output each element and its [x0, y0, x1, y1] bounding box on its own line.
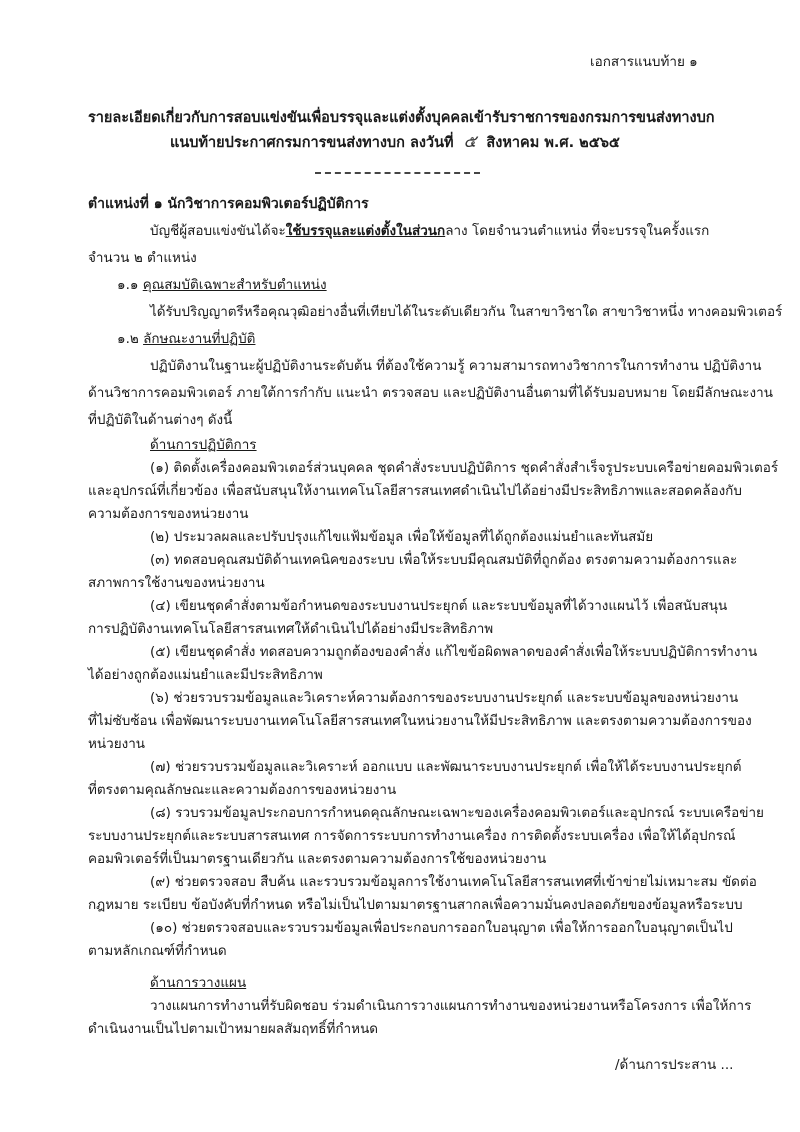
duty-line: ด้านวิชาการคอมพิวเตอร์ ภายใต้การกำกับ แนะนำ ตรวจสอบ และปฏิบัติงานอื่นตามที่ได้รับมอบหมาย โดยมีลักษณะงาน — [88, 385, 773, 401]
intro-emphasis: ใช้บรรจุและแต่งตั้งในส่วนก — [285, 223, 446, 239]
title-prefix: แนบท้ายประกาศกรมการขนส่งทางบก ลงวันที่ — [170, 135, 454, 151]
ops-line: (๒) ประมวลผลและปรับปรุงแก้ไขแฟ้มข้อมูล เพื่อให้ข้อมูลที่ได้ถูกต้องแม่นยำและทันสมัย — [150, 529, 654, 545]
ops-line: ความต้องการของหน่วยงาน — [88, 506, 249, 522]
ops-line: หน่วยงาน — [88, 736, 146, 752]
ops-line: (๑) ติดตั้งเครื่องคอมพิวเตอร์ส่วนบุคคล ชุดคำสั่งระบบปฏิบัติการ ชุดคำสั่งสำเร็จรูประบบเครือข่ายคอมพิวเตอร์ — [150, 460, 779, 476]
section-number: ๑.๒ — [117, 331, 139, 347]
document-title-line1: รายละเอียดเกี่ยวกับการสอบแข่งขันเพื่อบรรจุและแต่งตั้งบุคคลเข้ารับราชการของกรมการขนส่งทางบก — [88, 110, 715, 126]
ops-line: ที่ตรงตามคุณลักษณะและความต้องการของหน่วยงาน — [88, 782, 397, 798]
document-title-line2 — [170, 132, 620, 153]
operations-heading: ด้านการปฏิบัติการ — [150, 437, 257, 453]
section-title: ลักษณะงานที่ปฏิบัติ — [143, 331, 256, 347]
ops-line: คอมพิวเตอร์ที่เป็นมาตรฐานเดียวกัน และตรงตามความต้องการใช้ของหน่วยงาน — [88, 851, 547, 867]
section-1-1-heading — [117, 275, 327, 295]
ops-line: (๗) ช่วยรวบรวมข้อมูลและวิเคราะห์ ออกแบบ และพัฒนาระบบงานประยุกต์ เพื่อให้ได้ระบบงานประยุกต์ — [150, 759, 742, 775]
planning-heading-b: วางแผน — [198, 975, 247, 991]
intro-text-end: ลาง โดยจำนวนตำแหน่ง ที่จะบรรจุในครั้งแรก — [445, 223, 710, 239]
ops-line: (๕) เขียนชุดคำสั่ง ทดสอบความถูกต้องของคำสั่ง แก้ไขข้อผิดพลาดของคำสั่งเพื่อให้ระบบปฏิบัติการทำงาน — [150, 644, 758, 660]
ops-line: (๙) ช่วยตรวจสอบ สืบค้น และรวบรวมข้อมูลการใช้งานเทคโนโลยีสารสนเทศที่เข้าข่ายไม่เหมาะสม ขัดต่อ — [150, 874, 757, 890]
divider — [315, 172, 480, 174]
ops-line: กฎหมาย ระเบียบ ข้อบังคับที่กำหนด หรือไม่เป็นไปตามมาตรฐานสากลเพื่อความมั่นคงปลอดภัยของข้อมูลหรือระบบ — [88, 897, 743, 913]
attachment-label: เอกสารแนบท้าย ๑ — [590, 54, 698, 70]
ops-line: (๔) เขียนชุดคำสั่งตามข้อกำหนดของระบบงานประยุกต์ และระบบข้อมูลที่ได้วางแผนไว้ เพื่อสนับสนุน — [150, 598, 728, 614]
intro-line — [150, 221, 709, 241]
ops-line: (๓) ทดสอบคุณสมบัติด้านเทคนิคของระบบ เพื่อให้ระบบมีคุณสมบัติที่ถูกต้อง ตรงตามความต้องการและ — [150, 552, 738, 568]
ops-line: การปฏิบัติงานเทคโนโลยีสารสนเทศให้ดำเนินไปได้อย่างมีประสิทธิภาพ — [88, 621, 494, 637]
duty-line: ที่ปฏิบัติในด้านต่างๆ ดังนี้ — [88, 412, 233, 428]
title-date: สิงหาคม พ.ศ. ๒๕๖๕ — [486, 135, 620, 151]
ops-line: และอุปกรณ์ที่เกี่ยวข้อง เพื่อสนับสนุนให้งานเทคโนโลยีสารสนเทศดำเนินไปได้อย่างมีประสิทธิภาพและสอดคล้องกับ — [88, 483, 742, 499]
ops-line: ได้อย่างถูกต้องแม่นยำและมีประสิทธิภาพ — [88, 667, 323, 683]
handwritten-day: ๕ — [463, 132, 477, 152]
planning-line: ดำเนินงานเป็นไปตามเป้าหมายผลสัมฤทธิ์ที่กำหนด — [88, 1021, 379, 1037]
ops-line: สภาพการใช้งานของหน่วยงาน — [88, 575, 265, 591]
ops-line: (๘) รวบรวมข้อมูลประกอบการกำหนดคุณลักษณะเฉพาะของเครื่องคอมพิวเตอร์และอุปกรณ์ ระบบเครือข่าย — [150, 805, 764, 821]
planning-heading — [150, 973, 246, 993]
section-number: ๑.๑ — [117, 277, 139, 293]
section-title: คุณสมบัติเฉพาะสำหรับตำแหน่ง — [142, 277, 327, 293]
continuation-marker: /ด้านการประสาน ... — [615, 1057, 734, 1073]
ops-line: ตามหลักเกณฑ์ที่กำหนด — [88, 943, 227, 959]
duty-line: ปฏิบัติงานในฐานะผู้ปฏิบัติงานระดับต้น ที่ต้องใช้ความรู้ ความสามารถทางวิชาการในการทำงาน ปฏิบัติงาน — [150, 358, 762, 374]
position-heading: ตำแหน่งที่ ๑ นักวิชาการคอมพิวเตอร์ปฏิบัติการ — [88, 196, 369, 212]
section-1-2-heading — [117, 329, 255, 349]
planning-line: วางแผนการทำงานที่รับผิดชอบ ร่วมดำเนินการวางแผนการทำงานของหน่วยงานหรือโครงการ เพื่อให้การ — [150, 998, 752, 1014]
ops-line: ระบบงานประยุกต์และระบบสารสนเทศ การจัดการระบบการทำงานเครื่อง การติดตั้งระบบเครื่อง เพื่อให้ได้อุปกรณ์ — [88, 828, 736, 844]
intro-text: บัญชีผู้สอบแข่งขันได้จะ — [150, 223, 286, 239]
intro-count: จำนวน ๒ ตำแหน่ง — [88, 250, 197, 266]
ops-line: (๖) ช่วยรวบรวมข้อมูลและวิเคราะห์ความต้องการของระบบงานประยุกต์ และระบบข้อมูลของหน่วยงาน — [150, 690, 739, 706]
qualification-text: ได้รับปริญญาตรีหรือคุณวุฒิอย่างอื่นที่เทียบได้ในระดับเดียวกัน ในสาขาวิชาใด สาขาวิชาหนึ่ง ทางคอมพิวเตอร์ — [150, 304, 783, 320]
ops-line: (๑๐) ช่วยตรวจสอบและรวบรวมข้อมูลเพื่อประกอบการออกใบอนุญาต เพื่อให้การออกใบอนุญาตเป็นไป — [150, 920, 733, 936]
planning-heading-a: ด้านการ — [150, 975, 199, 991]
ops-line: ที่ไม่ซับซ้อน เพื่อพัฒนาระบบงานเทคโนโลยีสารสนเทศในหน่วยงานให้มีประสิทธิภาพ และตรงตามความต้องการของ — [88, 713, 752, 729]
